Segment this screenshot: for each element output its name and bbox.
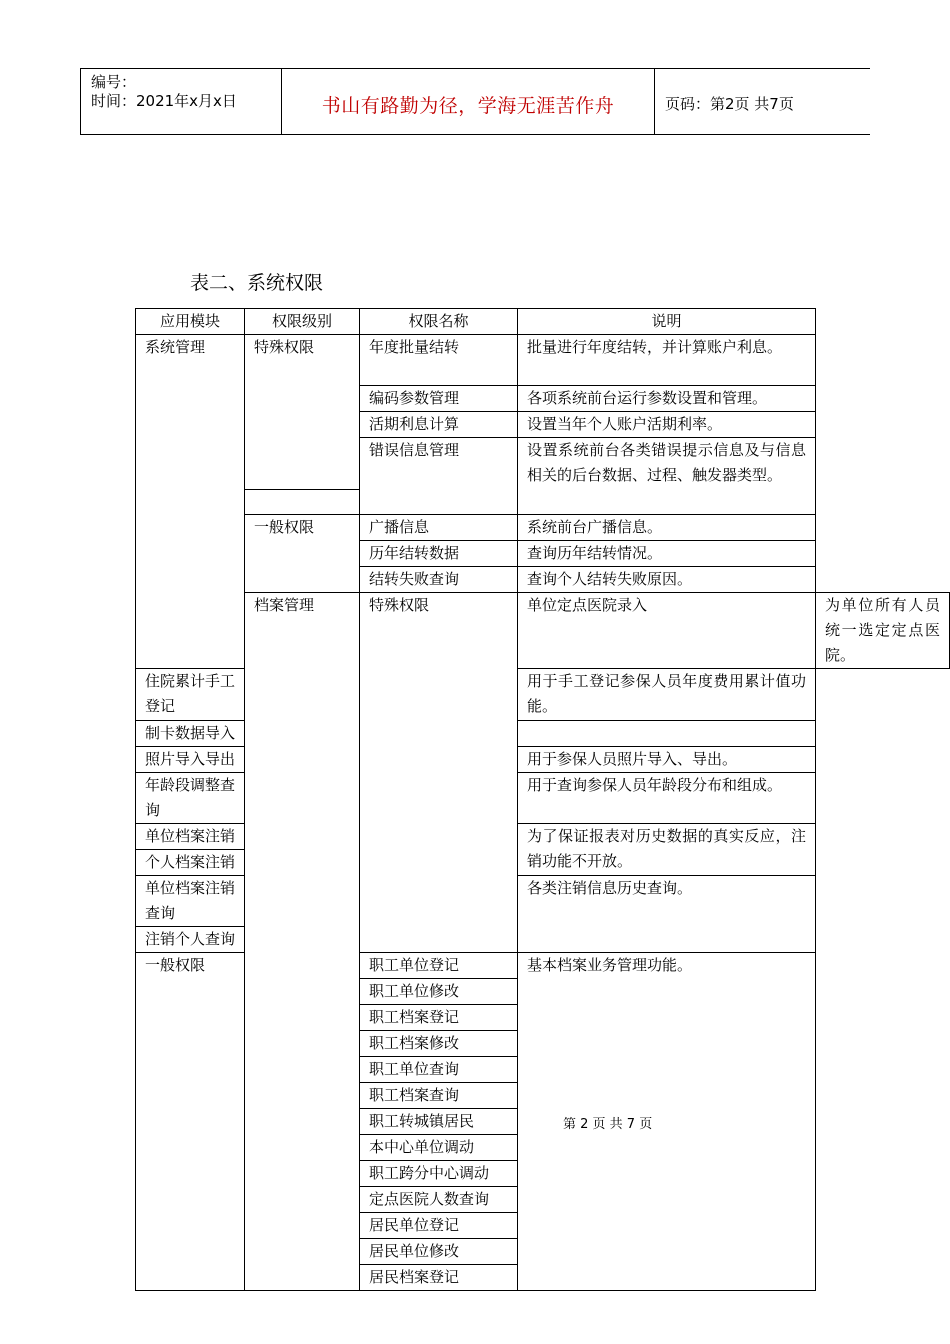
page-code: 页码：第2页 共7页 bbox=[665, 95, 794, 113]
permission-name-cell: 错误信息管理 bbox=[360, 438, 518, 515]
description-cell: 各项系统前台运行参数设置和管理。 bbox=[518, 386, 816, 412]
level-cell: 特殊权限 bbox=[360, 593, 518, 953]
motto-text: 书山有路勤为径，学海无涯苦作舟 bbox=[321, 95, 615, 117]
description-cell: 为单位所有人员统一选定定点医院。 bbox=[816, 593, 950, 669]
date-label: 时间：2021年x月x日 bbox=[91, 92, 237, 110]
column-header: 说明 bbox=[518, 309, 816, 335]
permission-name-cell: 职工档案修改 bbox=[360, 1031, 518, 1057]
description-cell: 设置当年个人账户活期利率。 bbox=[518, 412, 816, 438]
permission-name-cell: 年龄段调整查询 bbox=[136, 772, 245, 823]
table-row bbox=[136, 593, 950, 669]
permission-name-cell: 制卡数据导入 bbox=[136, 720, 245, 746]
description-cell: 用于参保人员照片导入、导出。 bbox=[518, 746, 816, 772]
description-cell: 用于手工登记参保人员年度费用累计值功能。 bbox=[518, 669, 816, 720]
description-cell: 查询历年结转情况。 bbox=[518, 541, 816, 567]
header-middle-cell bbox=[282, 69, 655, 134]
description-cell: 查询个人结转失败原因。 bbox=[518, 567, 816, 593]
description-cell: 用于查询参保人员年龄段分布和组成。 bbox=[518, 772, 816, 823]
permission-name-cell: 个人档案注销 bbox=[136, 850, 245, 876]
permission-name-cell: 活期利息计算 bbox=[360, 412, 518, 438]
permission-name-cell: 居民单位修改 bbox=[360, 1239, 518, 1265]
permission-name-cell: 职工档案登记 bbox=[360, 1005, 518, 1031]
description-cell bbox=[518, 720, 816, 746]
permission-name-cell: 本中心单位调动 bbox=[360, 1135, 518, 1161]
permission-name-cell: 职工跨分中心调动 bbox=[360, 1161, 518, 1187]
permission-name-cell: 职工单位查询 bbox=[360, 1057, 518, 1083]
permission-name-cell: 结转失败查询 bbox=[360, 567, 518, 593]
description-cell: 为了保证报表对历史数据的真实反应，注销功能不开放。 bbox=[518, 824, 816, 876]
table-header-row bbox=[136, 309, 950, 335]
permission-name-cell: 广播信息 bbox=[360, 515, 518, 541]
permission-name-cell: 职工转城镇居民 bbox=[360, 1109, 518, 1135]
permission-name-cell: 住院累计手工登记 bbox=[136, 669, 245, 720]
description-cell: 设置系统前台各类错误提示信息及与信息相关的后台数据、过程、触发器类型。 bbox=[518, 438, 816, 515]
permission-name-cell: 定点医院人数查询 bbox=[360, 1187, 518, 1213]
column-header: 权限名称 bbox=[360, 309, 518, 335]
column-header: 权限级别 bbox=[245, 309, 360, 335]
permission-name-cell: 单位档案注销查询 bbox=[136, 876, 245, 927]
page-number-footer: 第 2 页 共 7 页 bbox=[563, 1117, 653, 1132]
level-cell: 一般权限 bbox=[136, 953, 245, 1291]
description-cell: 基本档案业务管理功能。 bbox=[518, 953, 816, 1291]
table-row bbox=[136, 335, 950, 361]
permission-name-cell: 居民单位登记 bbox=[360, 1213, 518, 1239]
document-header bbox=[80, 68, 870, 135]
permission-name-cell: 注销个人查询 bbox=[136, 927, 245, 953]
level-cell: 一般权限 bbox=[245, 515, 360, 593]
permissions-table bbox=[135, 308, 950, 1291]
description-cell: 系统前台广播信息。 bbox=[518, 515, 816, 541]
description-cell: 批量进行年度结转，并计算账户利息。 bbox=[518, 335, 816, 386]
serial-number-label: 编号： bbox=[91, 73, 137, 91]
header-right-cell bbox=[655, 69, 871, 134]
permission-name-cell: 编码参数管理 bbox=[360, 386, 518, 412]
column-header: 应用模块 bbox=[136, 309, 245, 335]
permission-name-cell: 职工单位修改 bbox=[360, 979, 518, 1005]
permission-name-cell: 单位档案注销 bbox=[136, 824, 245, 850]
header-left-cell bbox=[81, 69, 282, 134]
permission-name-cell: 历年结转数据 bbox=[360, 541, 518, 567]
table-row bbox=[136, 515, 950, 541]
permission-name-cell: 年度批量结转 bbox=[360, 335, 518, 386]
permission-name-cell: 职工单位登记 bbox=[360, 953, 518, 979]
permission-name-cell: 照片导入导出 bbox=[136, 746, 245, 772]
permission-name-cell: 职工档案查询 bbox=[360, 1083, 518, 1109]
description-cell: 各类注销信息历史查询。 bbox=[518, 876, 816, 953]
permission-name-cell: 居民档案登记 bbox=[360, 1265, 518, 1291]
module-cell: 系统管理 bbox=[136, 335, 245, 669]
level-cell: 特殊权限 bbox=[245, 335, 360, 490]
permission-name-cell: 单位定点医院录入 bbox=[518, 593, 816, 669]
permissions-table-wrapper bbox=[135, 308, 950, 1291]
module-cell: 档案管理 bbox=[245, 593, 360, 1291]
table-title: 表二、系统权限 bbox=[190, 272, 324, 294]
